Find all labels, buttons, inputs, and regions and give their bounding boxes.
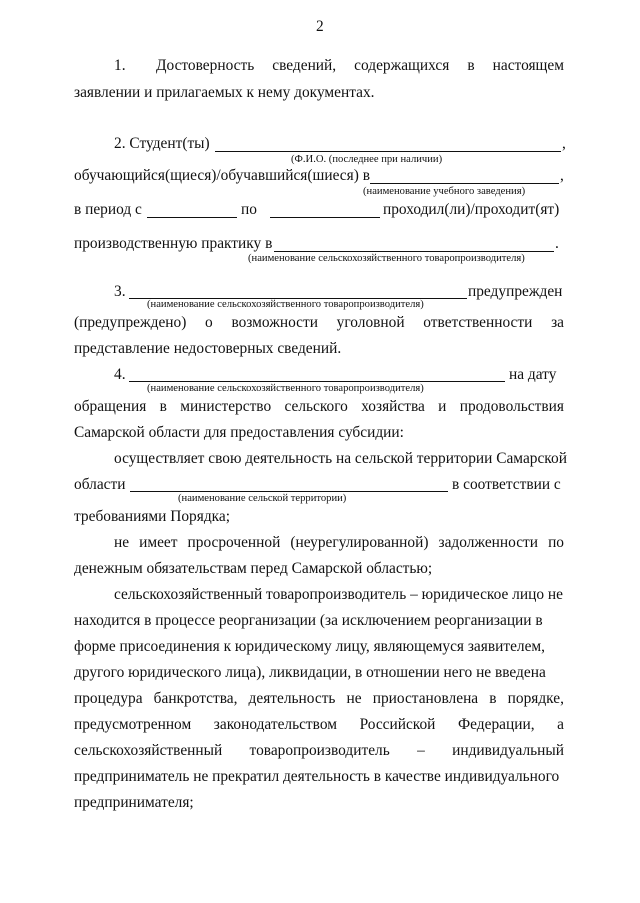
legal-line7 xyxy=(74,742,564,760)
word: настоящем xyxy=(492,57,564,74)
caption-producer: (наименование сельскохозяйственного товаропроизводителя) xyxy=(147,383,424,394)
word: и xyxy=(438,398,447,415)
word: хозяйства xyxy=(361,398,425,415)
caption-producer: (наименование сельскохозяйственного товаропроизводителя) xyxy=(248,253,525,264)
word: (неурегулированной) xyxy=(290,534,429,551)
territory-line3: требованиями Порядка; xyxy=(74,508,231,525)
period-from-label: в период с xyxy=(74,201,142,218)
word: порядке, xyxy=(507,690,564,707)
territory-suffix: в соответствии с xyxy=(452,476,561,493)
item1-line1 xyxy=(156,57,564,75)
caption-producer: (наименование сельскохозяйственного товаропроизводителя) xyxy=(147,299,424,310)
word: законодательством xyxy=(213,716,337,733)
word: уголовной xyxy=(336,314,405,331)
word: процедура xyxy=(74,690,143,707)
word: – xyxy=(417,742,425,759)
word: Федерации, xyxy=(458,716,535,733)
period-from-field[interactable] xyxy=(147,217,237,218)
word: а xyxy=(557,716,564,733)
word: банкротства, xyxy=(153,690,238,707)
word: просроченной xyxy=(187,534,281,551)
page-number: 2 xyxy=(316,18,324,35)
word: в xyxy=(489,690,497,707)
word: предусмотренном xyxy=(74,716,192,733)
item1-number: 1. xyxy=(114,57,126,74)
legal-line5 xyxy=(74,690,564,708)
word: продовольствия xyxy=(459,398,564,415)
word: приостановлена xyxy=(372,690,479,707)
passed-label: проходил(ли)/проходит(ят) xyxy=(383,201,560,218)
territory-line1: осуществляет свою деятельность на сельской территории Самарской xyxy=(114,450,567,467)
word: ответственности xyxy=(423,314,533,331)
legal-line8: предприниматель не прекратил деятельность в качестве индивидуального xyxy=(74,768,560,785)
student-name-field[interactable] xyxy=(215,151,561,152)
word: в xyxy=(159,398,167,415)
word: задолженности xyxy=(438,534,539,551)
word: (предупреждено) xyxy=(74,314,187,331)
word: министерство xyxy=(180,398,272,415)
legal-line1: сельскохозяйственный товаропроизводитель – юридическое лицо не xyxy=(114,586,563,603)
debt-line1 xyxy=(114,534,564,552)
word: сельскохозяйственный xyxy=(74,742,223,759)
item1-line2: заявлении и прилагаемых к нему документах. xyxy=(74,84,375,101)
word: Достоверность xyxy=(156,57,255,74)
item4-line2 xyxy=(74,398,564,416)
caption-fio: (Ф.И.О. (последнее при наличии) xyxy=(291,154,443,165)
word: индивидуальный xyxy=(452,742,564,759)
word: не xyxy=(114,534,130,551)
item4-line3: Самарской области для предоставления субсидии: xyxy=(74,424,404,441)
debt-line2: денежным обязательствам перед Самарской областью; xyxy=(74,560,433,577)
word: сельского xyxy=(284,398,348,415)
territory-name-field[interactable] xyxy=(130,491,448,492)
practice-producer-field[interactable] xyxy=(274,251,554,252)
item4-producer-field[interactable] xyxy=(129,381,505,382)
word: не xyxy=(346,690,362,707)
legal-line4: другого юридического лица), ликвидации, в отношении него не введена xyxy=(74,664,546,681)
word: о xyxy=(205,314,213,331)
practice-label: производственную практику в xyxy=(74,235,273,252)
legal-line6 xyxy=(74,716,564,734)
item2-studying-label: обучающийся(щиеся)/обучавшийся(шиеся) в xyxy=(74,167,370,184)
word: деятельность xyxy=(248,690,336,707)
word: имеет xyxy=(139,534,178,551)
comma: , xyxy=(562,135,566,152)
item3-number: 3. xyxy=(114,283,126,300)
word: по xyxy=(548,534,564,551)
legal-line9: предпринимателя; xyxy=(74,794,194,811)
warned-label: предупрежден xyxy=(468,283,563,300)
period-to-label: по xyxy=(241,201,257,218)
item4-number: 4. xyxy=(114,366,126,383)
word: Российской xyxy=(359,716,436,733)
period-to-field[interactable] xyxy=(270,217,380,218)
dot: . xyxy=(555,235,559,252)
comma: , xyxy=(560,167,564,184)
on-date-label: на дату xyxy=(509,366,557,383)
legal-line3: форме присоединения к юридическому лицу, являющемуся заявителем, xyxy=(74,638,546,655)
word: обращения xyxy=(74,398,147,415)
item3-line3: представление недостоверных сведений. xyxy=(74,340,342,357)
item2-student-label: 2. Студент(ты) xyxy=(114,135,210,152)
word: в xyxy=(467,57,475,74)
item3-line2 xyxy=(74,314,564,332)
word: товаропроизводитель xyxy=(249,742,390,759)
word: возможности xyxy=(231,314,318,331)
legal-line2: находится в процессе реорганизации (за исключением реорганизации в xyxy=(74,612,543,629)
word: за xyxy=(551,314,564,331)
word: сведений, xyxy=(272,57,337,74)
school-name-field[interactable] xyxy=(370,183,559,184)
caption-territory: (наименование сельской территории) xyxy=(178,493,347,504)
territory-prefix: области xyxy=(74,476,126,493)
caption-school: (наименование учебного заведения) xyxy=(363,186,526,197)
word: содержащихся xyxy=(354,57,450,74)
